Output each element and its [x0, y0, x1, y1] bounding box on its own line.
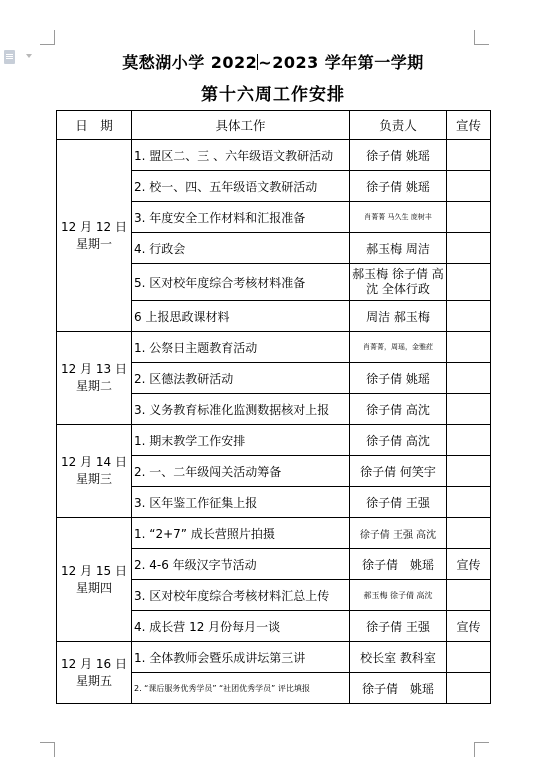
publicity-cell [447, 580, 491, 611]
publicity-cell [447, 332, 491, 363]
task-cell: 3. 区年鉴工作征集上报 [132, 487, 350, 518]
publicity-cell [447, 642, 491, 673]
document-icon[interactable] [4, 50, 15, 64]
task-cell: 6 上报思政课材料 [132, 301, 350, 332]
owner-cell: 肖菁菁，周瑶，金雅荭 [350, 332, 447, 363]
task-cell: 3. 年度安全工作材料和汇报准备 [132, 202, 350, 233]
owner-cell: 周洁 郝玉梅 [350, 301, 447, 332]
owner-cell: 徐子倩 姚瑶 [350, 549, 447, 580]
date-label: 12 月 16 日 [61, 656, 127, 671]
task-cell: 2. 校一、四、五年级语文教研活动 [132, 171, 350, 202]
weekday-label: 星期五 [75, 673, 112, 688]
owner-cell: 郝玉梅 徐子倩 高沈 全体行政 [350, 264, 447, 301]
task-cell: 5. 区对校年度综合考核材料准备 [132, 264, 350, 301]
task-cell: 4. 行政会 [132, 233, 350, 264]
date-cell-tuesday [57, 332, 132, 425]
weekday-label: 星期三 [75, 472, 112, 486]
publicity-cell [447, 202, 491, 233]
date-cell-thursday [57, 518, 132, 642]
weekday-label: 星期一 [75, 236, 112, 251]
task-cell: 1. “2+7” 成长营照片拍摄 [132, 518, 350, 549]
chevron-down-icon[interactable] [26, 54, 32, 58]
owner-cell: 徐子倩 姚瑶 [350, 140, 447, 171]
table-row [57, 642, 491, 673]
header-owner: 负责人 [350, 111, 447, 140]
owner-cell: 徐子倩 高沈 [350, 425, 447, 456]
task-cell: 1. 期末教学工作安排 [132, 425, 350, 456]
publicity-cell [447, 140, 491, 171]
owner-cell: 徐子倩 姚瑶 [350, 363, 447, 394]
owner-cell: 徐子倩 何笑宇 [350, 456, 447, 487]
task-cell: 2. 区德法教研活动 [132, 363, 350, 394]
date-label: 12 月 15 日 [61, 563, 127, 578]
task-cell: 1. 公祭日主题教育活动 [132, 332, 350, 363]
weekday-label: 星期四 [75, 580, 112, 595]
task-cell: 3. 义务教育标准化监测数据核对上报 [132, 394, 350, 425]
date-label: 12 月 14 日 [61, 455, 127, 469]
publicity-cell [447, 673, 491, 704]
owner-cell: 徐子倩 姚瑶 [350, 171, 447, 202]
document-title-part1: 莫愁湖小学 2022 [122, 53, 258, 72]
owner-cell: 徐子倩 姚瑶 [350, 673, 447, 704]
publicity-cell [447, 456, 491, 487]
date-cell-monday [57, 140, 132, 332]
publicity-cell [447, 233, 491, 264]
date-label: 12 月 12 日 [61, 219, 127, 234]
task-cell: 2. 一、二年级闯关活动筹备 [132, 456, 350, 487]
task-cell: 2. 4-6 年级汉字节活动 [132, 549, 350, 580]
task-cell: 3. 区对校年度综合考核材料汇总上传 [132, 580, 350, 611]
owner-cell: 校长室 教科室 [350, 642, 447, 673]
task-cell: 4. 成长营 12 月份每月一谈 [132, 611, 350, 642]
page-corner-mark-top-left [40, 30, 55, 45]
owner-cell: 肖菁菁 马久生 庞树丰 [350, 202, 447, 233]
publicity-cell [447, 518, 491, 549]
task-cell: 2. “课后服务优秀学员” “社团优秀学员” 评比填报 [132, 673, 350, 704]
date-cell-friday [57, 642, 132, 704]
publicity-cell [447, 394, 491, 425]
document-subtitle: 第十六周工作安排 [201, 85, 345, 105]
date-cell-wednesday [57, 425, 132, 518]
publicity-cell [447, 171, 491, 202]
publicity-cell [447, 264, 491, 301]
table-row [57, 425, 491, 456]
publicity-cell: 宣传 [447, 549, 491, 580]
owner-cell: 徐子倩 王强 高沈 [350, 518, 447, 549]
table-header-row [57, 111, 491, 140]
page-corner-mark-bottom-left [40, 742, 55, 757]
table-row [57, 140, 491, 171]
publicity-cell: 宣传 [447, 611, 491, 642]
document-title [56, 50, 490, 73]
table-row [57, 518, 491, 549]
owner-cell: 徐子倩 高沈 [350, 394, 447, 425]
schedule-table [56, 110, 491, 704]
weekday-label: 星期二 [75, 379, 112, 393]
page-corner-mark-bottom-right [474, 742, 489, 757]
table-row [57, 332, 491, 363]
owner-cell: 郝玉梅 周洁 [350, 233, 447, 264]
task-cell: 1. 全体教师会暨乐成讲坛第三讲 [132, 642, 350, 673]
page-corner-mark-top-right [474, 30, 489, 45]
owner-cell: 徐子倩 王强 [350, 487, 447, 518]
owner-cell: 徐子倩 王强 [350, 611, 447, 642]
task-cell: 1. 盟区二、三 、六年级语文教研活动 [132, 140, 350, 171]
publicity-cell [447, 363, 491, 394]
publicity-cell [447, 425, 491, 456]
document-title-part2: ~2023 学年第一学期 [258, 53, 424, 72]
date-label: 12 月 13 日 [61, 362, 127, 376]
header-publicity: 宣传 [447, 111, 491, 140]
header-date: 日 期 [57, 111, 132, 140]
publicity-cell [447, 301, 491, 332]
owner-cell: 郝玉梅 徐子倩 高沈 [350, 580, 447, 611]
header-task: 具体工作 [132, 111, 350, 140]
publicity-cell [447, 487, 491, 518]
